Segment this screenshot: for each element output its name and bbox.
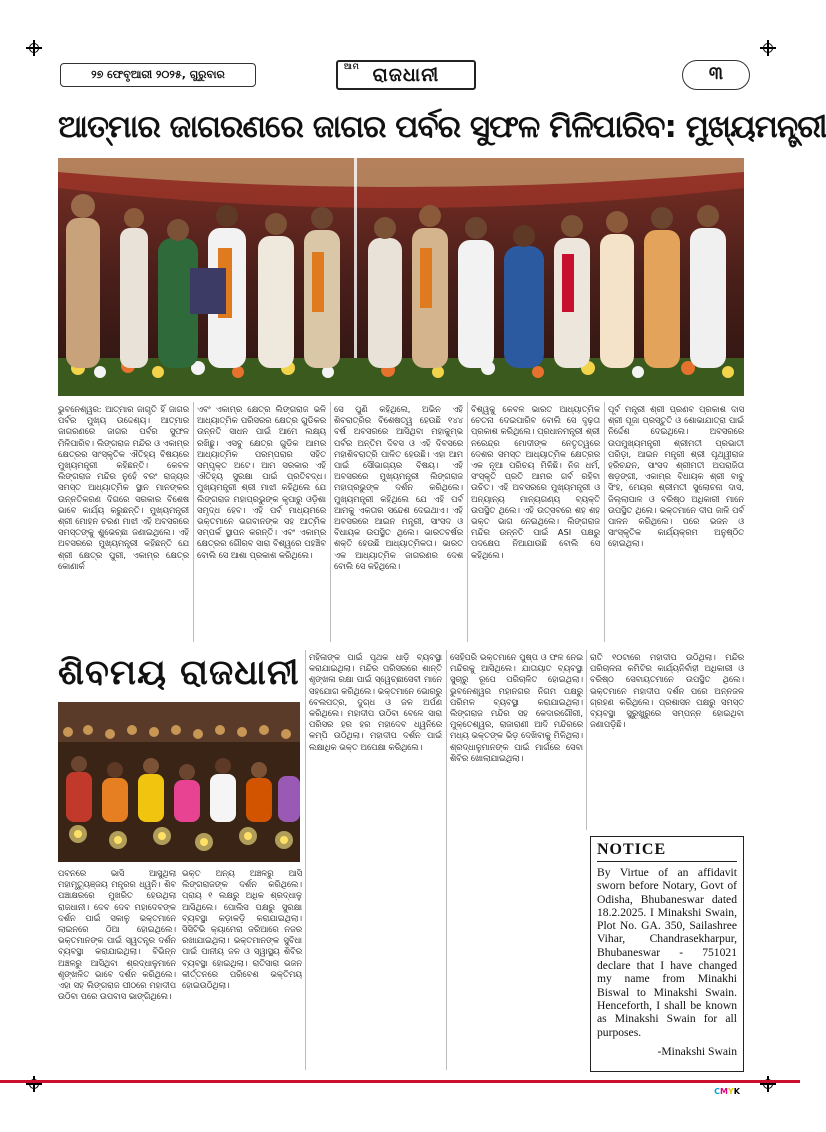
section-column-5: ରାତି ୧୦ଟାରେ ମହାଦୀପ ଉଠିଥିଲା। ମନ୍ଦିର ପରିଚାଳନା କମିଟିର କାର୍ଯ୍ୟନିର୍ବାହୀ ଅଧିକାରୀ ଓ ବରିଷ୍ଠ ସେବାୟତମାନେ ଉପସ୍ଥିତ ଥିଲେ। ଭକ୍ତମାନେ ମହାଦୀପ ଦର୍ଶନ ପରେ ଅନ୍ନଜଳ ଗ୍ରହଣ କରିଥିଲେ। ପ୍ରଶାସନ ପକ୍ଷରୁ ସମସ୍ତ ବ୍ୟବସ୍ଥା ସୁରୁଖୁରୁରେ ସମ୍ପନ୍ନ ହୋଇଥିବା ଜଣାପଡ଼ିଛି।: [590, 652, 744, 730]
notice-signature: -Minakshi Swain: [657, 1044, 737, 1058]
article-column-1: ଭୁବନେଶ୍ୱର: ଆତ୍ମାର ଜାଗୃତି ହିଁ ଜାଗର ପର୍ବର ମୁଖ୍ୟ ଉଦ୍ଦେଶ୍ୟ। ଆତ୍ମାର ଜାଗରଣରେ ଜାଗର ପର୍ବର ସୁଫଳ ମିଳିପାରିବ। ଲିଙ୍ଗରାଜ ମନ୍ଦିର ଓ ଏକାମ୍ର କ୍ଷେତ୍ରର ସାଂସ୍କୃତିକ ଐତିହ୍ୟ ବିଷୟରେ ମୁଖ୍ୟମନ୍ତ୍ରୀ କହିଛନ୍ତି। କେବଳ ଲିଙ୍ଗରାଜ ମନ୍ଦିର ନୁହେଁ ବରଂ ରାଜ୍ୟର ସମସ୍ତ ଆଧ୍ୟାତ୍ମିକ ସ୍ଥାନ ମାନଙ୍କର ଉନ୍ନତିକରଣ ଦିଗରେ ସରକାର ବିଶେଷ ଭାବେ କାର୍ଯ୍ୟ କରୁଛନ୍ତି। ମୁଖ୍ୟମନ୍ତ୍ରୀ ଶ୍ରୀ ମୋହନ ଚରଣ ମାଝୀ ଏହି ଅବସରରେ ସମସ୍ତଙ୍କୁ ଶୁଭେଚ୍ଛା ଜଣାଇଥିଲେ। ଏହି ଅବସରରେ ମୁଖ୍ୟମନ୍ତ୍ରୀ କହିଛନ୍ତି ଯେ ଶ୍ରୀ କ୍ଷେତ୍ର ପୁରୀ, ଏକାମ୍ର କ୍ଷେତ୍ର କୋଣାର୍କ: [58, 404, 189, 571]
section-column-1: ପବନରେ ଭାସି ଆସୁଥିଲା ମହାମୃତ୍ୟୁଞ୍ଜୟ ମନ୍ତ୍ରର ଧ୍ୱନି। ଶିବ ପଞ୍ଚାକ୍ଷରରେ ମୁଖରିତ ହେଉଥିଲା ରାଜଧାନୀ। ଦେବ ଦେବ ମହାଦେବଙ୍କ ଦର୍ଶନ ପାଇଁ ସକାଳୁ ଭକ୍ତମାନେ ଲାଇନରେ ଠିଆ ହୋଇଥିଲେ। ଭକ୍ତମାନଙ୍କ ପାଇଁ ସ୍ୱତନ୍ତ୍ର ଦର୍ଶନ ବ୍ୟବସ୍ଥା କରାଯାଇଥିଲା। ବିଭିନ୍ନ ଅଞ୍ଚଳରୁ ଆସିଥିବା ଶ୍ରଦ୍ଧାଳୁମାନେ ଶୃଙ୍ଖଳିତ ଭାବେ ଦର୍ଶନ କରିଥିଲେ। ଏହା ସହ ଲିଙ୍ଗରାଜ ପୀଠରେ ମହାଦୀପ ଉଠିବା ପରେ ଉପବାସ ଭାଙ୍ଗିଥିଲେ।: [58, 868, 176, 1002]
main-headline: ଆତ୍ମାର ଜାଗରଣରେ ଜାଗର ପର୍ବର ସୁଫଳ ମିଳିପାରିବ: ମୁଖ୍ୟମନ୍ତ୍ରୀ: [58, 109, 826, 145]
page-number: ୩: [682, 60, 750, 90]
event-photo-illustration: [58, 158, 744, 396]
newspaper-masthead: [336, 60, 476, 90]
column-divider: [467, 402, 468, 642]
cmyk-marker: [714, 1087, 740, 1096]
notice-body: By Virtue of an affidavit sworn before Notary, Govt of Odisha, Bhubaneswar dated 18.2.2025. I Minakshi Swain, Plot No. GA. 350, Sailashree Vihar, Chandrasekharpur, Bhubaneswar - 751021 declare that I have changed my name from Minakhi Biswal to Minakshi Swain. Henceforth, I shall be known as Minakshi Swain for all purposes.: [597, 866, 737, 1039]
section-headline: ଶିବମୟ ରାଜଧାନୀ: [58, 653, 300, 693]
devotees-photo-illustration: [58, 702, 300, 862]
article-column-3: ସେ ପୁଣି କହିଥିଲେ, ଅଭିନ ଏହି ଶିବରାତ୍ରିର ବିଶେଷତ୍ୱ ହେଉଛି ୧୪୪ ବର୍ଷ ଅବସରରେ ଆସିଥିବା ମହାକୁମ୍ଭ ପର୍ବର ଅନ୍ତିମ ଦିବସ ଓ ଏହି ଦିବସରେ ମହାଶିବରାତ୍ରି ପାଳିତ ହେଉଛି। ଏହା ଆମ ପାଇଁ ସୌଭାଗ୍ୟର ବିଷୟ। ଏହି ଅବସରରେ ମୁଖ୍ୟମନ୍ତ୍ରୀ ଲିଙ୍ଗରାଜ ମହାପ୍ରଭୁଙ୍କ ଦର୍ଶନ କରିଥିଲେ। ମୁଖ୍ୟମନ୍ତ୍ରୀ କହିଥିଲେ ଯେ ଏହି ପର୍ବ ଆମକୁ ଏକତାର ସନ୍ଦେଶ ଦେଇଥାଏ। ଏହି ଅବସରରେ ଆଇନ ମନ୍ତ୍ରୀ, ସାଂସଦ ଓ ବିଧାୟକ ଉପସ୍ଥିତ ଥିଲେ। ଭାରତବର୍ଷର ଶକ୍ତି ହେଉଛି ଆଧ୍ୟାତ୍ମିକତା। ଭାରତ ଏକ ଆଧ୍ୟାତ୍ମିକ ଜାଗରଣର ଦେଶ ବୋଲି ସେ କହିଥିଲେ।: [334, 404, 463, 571]
devotees-photo: [58, 702, 300, 862]
article-column-2: ଏବଂ ଏକାମ୍ର କ୍ଷେତ୍ର ଲିଙ୍ଗରାଜ ଭଳି ଆଧ୍ୟାତ୍ମିକ ପରିସରର କ୍ଷେତ୍ର ଗୁଡିକର ଉନ୍ନତି ସାଧନ ପାଇଁ ଆମେ ଲକ୍ଷ୍ୟ ରଖିଛୁ। ଏସବୁ କ୍ଷେତ୍ର ଗୁଡିକ ଆମର ଆଧ୍ୟାତ୍ମିକ ପରମ୍ପରାର ସହିତ ସମ୍ପୃକ୍ତ ଅଟେ। ଆମ ସରକାର ଏହି ଐତିହ୍ୟ ସୁରକ୍ଷା ପାଇଁ ପ୍ରତିବଦ୍ଧ। ମୁଖ୍ୟମନ୍ତ୍ରୀ ଶ୍ରୀ ମାଝୀ କହିଥିଲେ ଯେ ଲିଙ୍ଗରାଜ ମହାପ୍ରଭୁଙ୍କ କୃପାରୁ ଓଡ଼ିଶା ସମୃଦ୍ଧ ହେବ। ଏହି ପର୍ବ ମାଧ୍ୟମରେ ଭକ୍ତମାନେ ଭଗବାନଙ୍କ ସହ ଆତ୍ମିକ ସମ୍ପର୍କ ସ୍ଥାପନ କରନ୍ତି। ଏବଂ ଏକାମ୍ର କ୍ଷେତ୍ରର ଗୌରବ ସାରା ବିଶ୍ୱରେ ପହଞ୍ଚିବ ବୋଲି ସେ ଆଶା ପ୍ରକାଶ କରିଥିଲେ।: [197, 404, 326, 560]
column-divider: [193, 402, 194, 642]
column-divider: [446, 650, 447, 1070]
column-divider: [604, 402, 605, 642]
notice-title: NOTICE: [597, 841, 737, 862]
column-divider: [330, 402, 331, 642]
article-column-5: ପୂର୍ବ ମନ୍ତ୍ରୀ ଶ୍ରୀ ପ୍ରଣବ ପ୍ରକାଶ ଦାସ ଶ୍ରୀ ପୂଜା ପ୍ରସ୍ତୁତି ଓ ଶୋଭାଯାତ୍ରା ପାଇଁ ନିର୍ଦ୍ଦେଶ ଦେଇଥିଲେ। ଅବସରରେ ଉପମୁଖ୍ୟମନ୍ତ୍ରୀ ଶ୍ରୀମତୀ ପ୍ରଭାତୀ ପରିଡ଼ା, ଆଇନ ମନ୍ତ୍ରୀ ଶ୍ରୀ ପୃଥ୍ୱୀରାଜ ହରିଚନ୍ଦନ, ସାଂସଦ ଶ୍ରୀମତୀ ଅପରାଜିତା ଷଡ଼ଙ୍ଗୀ, ଏକାମ୍ର ବିଧାୟକ ଶ୍ରୀ ବାବୁ ସିଂହ, ମେୟର ଶ୍ରୀମତୀ ସୁଲୋଚନା ଦାସ, ଜିଲ୍ଲାପାଳ ଓ ବରିଷ୍ଠ ଅଧିକାରୀ ମାନେ ଉପସ୍ଥିତ ଥିଲେ। ଭକ୍ତମାନେ ଦୀପ ଜାଳି ପର୍ବ ପାଳନ କରିଥିଲେ। ପରେ ଭଜନ ଓ ସାଂସ୍କୃତିକ କାର୍ଯ୍ୟକ୍ରମ ଅନୁଷ୍ଠିତ ହୋଇଥିଲା।: [608, 404, 744, 549]
issue-date: ୨୭ ଫେବୃଆରୀ ୨୦୨୫, ଗୁରୁବାର: [60, 63, 256, 87]
event-photo: [58, 158, 744, 396]
legal-notice: [590, 836, 744, 1072]
registration-mark-icon: [26, 1076, 42, 1092]
masthead-title: ରାଜଧାନୀ: [372, 64, 440, 86]
cmyk-m: M: [720, 1087, 728, 1096]
page-header: [60, 58, 750, 94]
column-divider: [586, 650, 587, 830]
article-column-4: ବିଶ୍ୱକୁ କେବଳ ଭାରତ ଆଧ୍ୟାତ୍ମିକ ଚେତନା ଦେଇପାରିବ ବୋଲି ସେ ଦୃଢ଼ତା ପ୍ରକାଶ କରିଥିଲେ। ପ୍ରଧାନମନ୍ତ୍ରୀ ଶ୍ରୀ ନରେନ୍ଦ୍ର ମୋଦୀଙ୍କ ନେତୃତ୍ୱରେ ଦେଶର ସମସ୍ତ ଆଧ୍ୟାତ୍ମିକ କ୍ଷେତ୍ରର ଏକ ନୂଆ ପରିଚୟ ମିଳିଛି। ନିଜ ଧର୍ମ, ସଂସ୍କୃତି ପ୍ରତି ଆମର ଗର୍ବ ରହିବା ଉଚିତ। ଏହି ଅବସରରେ ମୁଖ୍ୟମନ୍ତ୍ରୀ ଓ ଅନ୍ୟାନ୍ୟ ମାନ୍ୟଗଣ୍ୟ ବ୍ୟକ୍ତି ଉପସ୍ଥିତ ଥିଲେ। ଏହି ଉତ୍ସବରେ ଶହ ଶହ ଭକ୍ତ ଭାଗ ନେଇଥିଲେ। ଲିଙ୍ଗରାଜ ମନ୍ଦିର ଉନ୍ନତି ପାଇଁ ASI ପକ୍ଷରୁ ପଦକ୍ଷେପ ନିଆଯାଉଛି ବୋଲି ସେ କହିଥିଲେ।: [471, 404, 600, 560]
registration-mark-icon: [760, 1076, 776, 1092]
section-column-3: ମହିଳାଙ୍କ ପାଇଁ ପୃଥକ ଧାଡ଼ି ବ୍ୟବସ୍ଥା କରାଯାଇଥିଲା। ମନ୍ଦିର ପରିସରରେ ଶାନ୍ତି ଶୃଙ୍ଖଳା ରକ୍ଷା ପାଇଁ ସ୍ୱେଚ୍ଛାସେବୀ ମାନେ ସହଯୋଗ କରିଥିଲେ। ଭକ୍ତମାନେ ଭୋରରୁ ବେଲପତ୍ର, ଦୁଗ୍ଧ ଓ ଜଳ ଅର୍ପଣ କରିଥିଲେ। ମହାଦୀପ ଉଠିବା ବେଳେ ସାରା ପରିସର ହର ହର ମହାଦେବ ଧ୍ୱନିରେ କମ୍ପି ଉଠିଥିଲା। ମହାଦୀପ ଦର୍ଶନ ପାଇଁ ଲକ୍ଷାଧିକ ଭକ୍ତ ଅପେକ୍ଷା କରିଥିଲେ।: [309, 652, 442, 752]
section-column-4: ସେହିପରି ଭକ୍ତମାନେ ପୁଷ୍ପ ଓ ଫଳ ନେଇ ମନ୍ଦିରକୁ ଆସିଥିଲେ। ଯାତାୟାତ ବ୍ୟବସ୍ଥା ସୁଚାରୁ ରୂପେ ପରିଚାଳିତ ହୋଇଥିଲା। ଭୁବନେଶ୍ୱର ମହାନଗର ନିଗମ ପକ୍ଷରୁ ପରିମଳ ବ୍ୟବସ୍ଥା କରାଯାଇଥିଲା। ଲିଙ୍ଗରାଜ ମନ୍ଦିର ସହ କେଦାରଗୌରୀ, ମୁକ୍ତେଶ୍ୱର, ରାଜାରାଣୀ ଆଦି ମନ୍ଦିରରେ ମଧ୍ୟ ଭକ୍ତଙ୍କ ଭିଡ଼ ଦେଖିବାକୁ ମିଳିଥିଲା। ଶ୍ରଦ୍ଧାଳୁମାନଙ୍କ ପାଇଁ ମାର୍ଗରେ ସେବା ଶିବିର ଖୋଲାଯାଇଥିଲା।: [450, 652, 583, 763]
column-divider: [305, 650, 306, 1070]
registration-mark-icon: [26, 40, 42, 56]
masthead-prefix: ଆମ: [344, 61, 360, 71]
cmyk-y: Y: [728, 1087, 734, 1096]
registration-mark-icon: [760, 40, 776, 56]
cmyk-c: C: [714, 1087, 721, 1096]
footer-rule: [0, 1080, 800, 1083]
section-column-2: ଭକ୍ତ ଅନ୍ୟ ଅଞ୍ଚଳରୁ ଆସି ଲିଙ୍ଗରାଜଙ୍କ ଦର୍ଶନ କରିଥିଲେ। ପ୍ରାୟ ୧ ଲକ୍ଷରୁ ଅଧିକ ଶ୍ରଦ୍ଧାଳୁ ଆସିଥିଲେ। ପୋଲିସ ପକ୍ଷରୁ ସୁରକ୍ଷା ବ୍ୟବସ୍ଥା କଡ଼ାକଡ଼ି କରାଯାଇଥିଲା। ସିସିଟିଭି କ୍ୟାମେରା ଜରିଆରେ ନଜର ରଖାଯାଇଥିଲା। ଭକ୍ତମାନଙ୍କ ସୁବିଧା ପାଇଁ ପାନୀୟ ଜଳ ଓ ସ୍ୱାସ୍ଥ୍ୟ ଶିବିର ବ୍ୟବସ୍ଥା ହୋଇଥିଲା। ରାତିସାରା ଭଜନ କୀର୍ତ୍ତନରେ ପରିବେଶ ଭକ୍ତିମୟ ହୋଇଉଠିଥିଲା।: [182, 868, 302, 991]
cmyk-k: K: [733, 1087, 740, 1096]
